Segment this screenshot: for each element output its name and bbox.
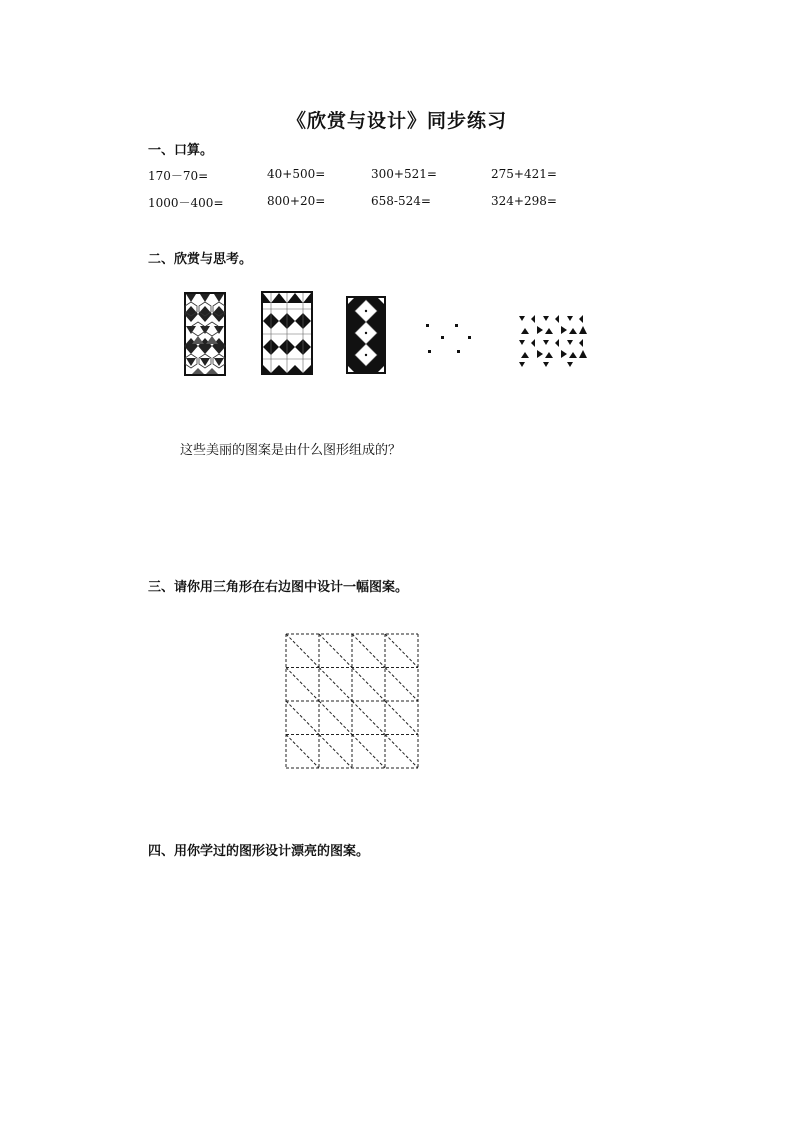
- grid-diagonal-line: [352, 701, 385, 735]
- problem-1-2: 40+500=: [267, 167, 326, 181]
- question-text: 这些美丽的图案是由什么图形组成的？: [180, 443, 402, 458]
- pattern-dots: [424, 322, 472, 356]
- grid-diagonal-line: [319, 634, 352, 668]
- grid-diagonal-line: [385, 634, 418, 668]
- problem-2-1: 1000－400=: [148, 196, 224, 210]
- problem-2-4: 324+298=: [491, 194, 557, 208]
- problem-1-3: 300+521=: [371, 167, 437, 181]
- problem-1-4: 275+421=: [491, 167, 557, 181]
- problem-2-2: 800+20=: [267, 194, 326, 208]
- pattern-diamond-rows: [261, 291, 313, 375]
- page-title: 《欣赏与设计》同步练习: [286, 110, 507, 132]
- grid-diagonal-line: [385, 668, 418, 702]
- grid-diagonal-line: [352, 634, 385, 668]
- grid-diagonal-line: [385, 701, 418, 735]
- section-heading-3: 三、请你用三角形在右边图中设计一幅图案。: [148, 580, 409, 595]
- grid-diagonal-line: [319, 735, 352, 769]
- section-heading-2: 二、欣赏与思考。: [148, 252, 253, 267]
- grid-diagonal-line: [385, 735, 418, 769]
- section-heading-4: 四、用你学过的图形设计漂亮的图案。: [148, 844, 370, 859]
- pattern-triangle-grid: [517, 314, 589, 368]
- problem-2-3: 658-524=: [371, 194, 431, 208]
- problem-1-1: 170－70=: [148, 169, 209, 183]
- section-heading-1: 一、口算。: [148, 143, 214, 158]
- grid-diagonal-line: [352, 668, 385, 702]
- grid-diagonal-line: [352, 735, 385, 769]
- pattern-zigzag-squares: [346, 296, 386, 374]
- pattern-hexagon-tiles: [184, 292, 226, 376]
- grid-diagonal-line: [319, 701, 352, 735]
- grid-diagonal-line: [286, 634, 319, 668]
- grid-diagonal-line: [286, 735, 319, 769]
- dashed-triangle-grid: [284, 632, 420, 770]
- grid-diagonal-line: [286, 701, 319, 735]
- grid-diagonal-line: [319, 668, 352, 702]
- grid-diagonal-line: [286, 668, 319, 702]
